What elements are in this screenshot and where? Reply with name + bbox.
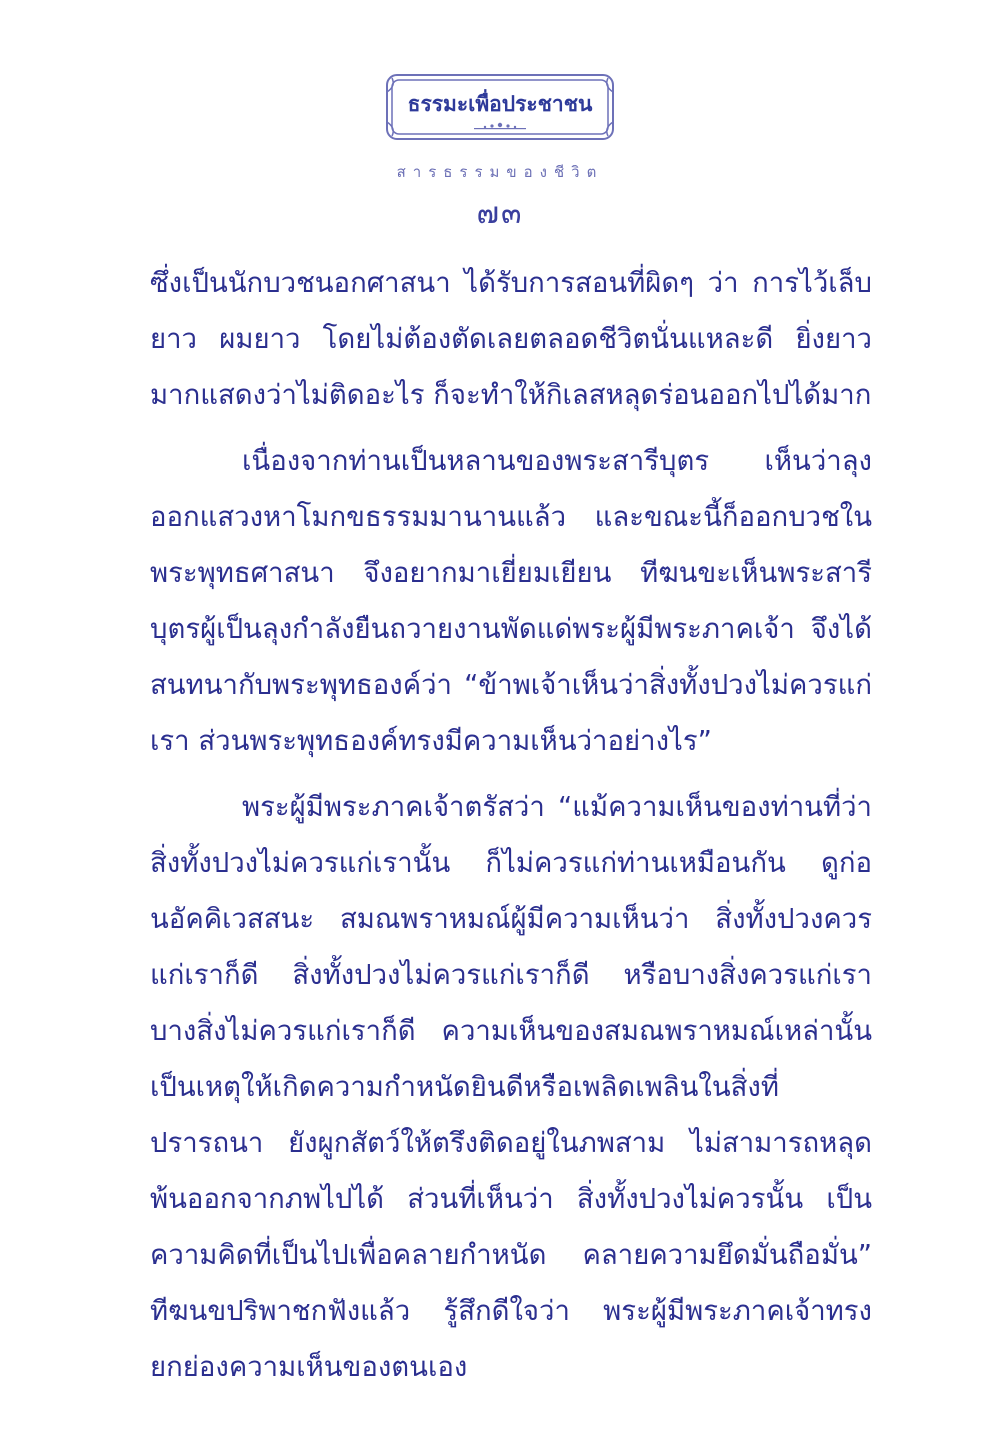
paragraph: ซึ่งเป็นนักบวชนอกศาสนา ได้รับการสอนที่ผิดๆ ว่า การไว้เล็บยาว ผมยาว โดยไม่ต้องตัดเลยตลอดชีวิตนั่นแหละดี ยิ่งยาวมากแสดงว่าไม่ติดอะไร ก็จะทำให้กิเลสหลุดร่อนออกไปได้มาก — [150, 267, 872, 411]
page-header — [0, 72, 1000, 237]
logo-text: ธรรมะเพื่อประชาชน — [407, 92, 593, 116]
paragraph: เนื่องจากท่านเป็นหลานของพระสารีบุตร เห็นว่าลุงออกแสวงหาโมกขธรรมมานานแล้ว และขณะนี้ก็ออกบวชในพระพุทธศาสนา จึงอยากมาเยี่ยมเยียน ทีฆนขะเห็นพระสารีบุตรผู้เป็นลุงกำลังยืนถวายงานพัดแด่พระผู้มีพระภาคเจ้า จึงได้สนทนากับพระพุทธองค์ว่า “ข้าพเจ้าเห็นว่าสิ่งทั้งปวงไม่ควรแก่เรา ส่วนพระพุทธองค์ทรงมีความเห็นว่าอย่างไร” — [150, 445, 872, 757]
paragraph: พระผู้มีพระภาคเจ้าตรัสว่า “แม้ความเห็นของท่านที่ว่าสิ่งทั้งปวงไม่ควรแก่เรานั้น ก็ไม่ควรแก่ท่านเหมือนกัน ดูก่อนอัคคิเวสสนะ สมณพราหมณ์ผู้มีความเห็นว่า สิ่งทั้งปวงควรแก่เราก็ดี สิ่งทั้งปวงไม่ควรแก่เราก็ดี หรือบางสิ่งควรแก่เรา บางสิ่งไม่ควรแก่เราก็ดี ความเห็นของสมณพราหมณ์เหล่านั้น เป็นเหตุให้เกิดความกำหนัดยินดีหรือเพลิดเพลินในสิ่งที่ปรารถนา ยังผูกสัตว์ให้ตรึงติดอยู่ในภพสาม ไม่สามารถหลุดพ้นออกจากภพไปได้ ส่วนที่เห็นว่า สิ่งทั้งปวงไม่ควรนั้น เป็นความคิดที่เป็นไปเพื่อคลายกำหนัด คลายความยึดมั่นถือมั่น” ทีฆนขปริพาชกฟังแล้ว รู้สึกดีใจว่า พระผู้มีพระภาคเจ้าทรงยกย่องความเห็นของตนเอง — [150, 791, 872, 1383]
body-text — [150, 255, 872, 1405]
book-subtitle: สารธรรมของชีวิต — [396, 163, 604, 181]
page-number: ๗๓ — [476, 196, 524, 231]
logo — [384, 72, 616, 142]
